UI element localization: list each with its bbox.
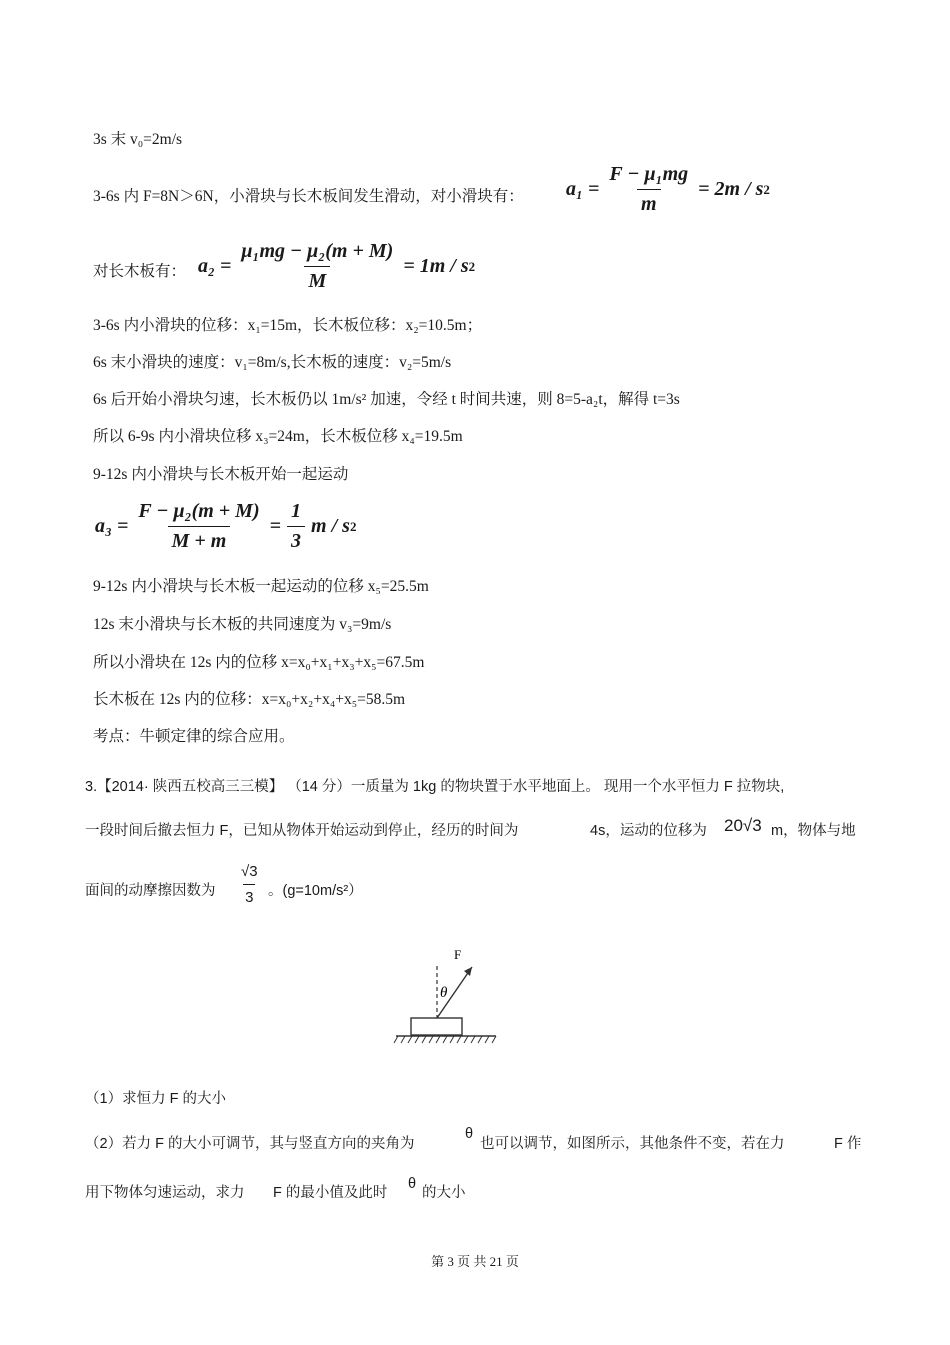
force-label: F [454, 947, 462, 962]
line-board-total: 长木板在 12s 内的位移：x=x₀+x₂+x₄+x₅=58.5m [93, 691, 406, 708]
eq-a2-rhs: = 1m / s [403, 255, 469, 277]
line-common-velocity: 12s 末小滑块与长木板的共同速度为 v₃=9m/s [93, 616, 392, 633]
block [411, 1018, 462, 1035]
line-velocity-6s: 6s 末小滑块的速度：v₁=8m/s,长木板的速度：v₂=5m/s [93, 354, 452, 371]
question-2-theta: θ [465, 1126, 474, 1142]
eq-a3-lhs: a₃ = [95, 515, 129, 537]
eq-a3-fraction [134, 500, 263, 553]
friction-numerator: √3 [241, 863, 258, 880]
eq-a3-denominator: M + m [168, 526, 231, 553]
line-displacement-3-6: 3-6s 内小滑块的位移：x₁=15m，长木板位移：x₂=10.5m； [93, 317, 483, 334]
problem-statement-3a: 面间的动摩擦因数为 [85, 883, 216, 899]
page-footer: 第 3 页 共 21 页 [431, 1254, 519, 1269]
displacement-value: 20√3 [724, 816, 762, 835]
ground-hatching [394, 1036, 496, 1043]
eq-a2-exponent: 2 [468, 258, 476, 274]
line-displacement-6-9: 所以 6-9s 内小滑块位移 x₃=24m，长木板位移 x₄=19.5m [93, 428, 463, 445]
eq-a3-denominator-2: 3 [287, 526, 305, 553]
eq-a2-denominator: M [304, 266, 330, 293]
problem-statement-2d: m，物体与地 [771, 823, 856, 839]
eq-a2-lhs: a₂ = [198, 255, 232, 277]
friction-fraction [235, 863, 270, 906]
eq-a1-lhs: a₁ = [566, 178, 600, 200]
friction-denominator: 3 [243, 884, 255, 906]
problem-statement-2a: 一段时间后撤去恒力 F，已知从物体开始运动到停止，经历的时间为 [85, 823, 519, 839]
equation-a2 [198, 240, 475, 293]
eq-a1-numerator: F − μ₁mg [609, 163, 689, 185]
eq-a3-numerator-2: 1 [291, 500, 302, 522]
eq-a1-rhs: = 2m / s [698, 178, 764, 200]
line-displacement-9-12: 9-12s 内小滑块与长木板一起运动的位移 x₅=25.5m [93, 578, 429, 595]
question-3a: 用下物体匀速运动，求力 [85, 1185, 245, 1201]
equation-a3 [95, 500, 356, 553]
eq-a2-fraction [237, 240, 397, 293]
problem-statement-1: 3.【2014· 陕西五校高三三模】 （14 分）一质量为 1kg 的物块置于水平地面上。 现用一个水平恒力 F 拉物块, [85, 779, 785, 795]
question-2a: （2）若力 F 的大小可调节，其与竖直方向的夹角为 [85, 1136, 415, 1152]
question-3-theta: θ [408, 1176, 417, 1192]
eq-a2-numerator: μ₁mg − μ₂(m + M) [241, 240, 394, 262]
problem-statement-2b: 4s，运动的位移为 [590, 823, 707, 839]
question-2b: 也可以调节，如图所示，其他条件不变，若在力 [480, 1136, 785, 1152]
eq-a3-fraction-2 [287, 500, 305, 553]
problem-displacement-value [724, 816, 762, 836]
line-board: 对长木板有： [93, 263, 187, 280]
eq-a1-exponent: 2 [763, 181, 770, 197]
question-2c: F 作 [834, 1136, 862, 1152]
force-diagram [390, 940, 510, 1055]
force-arrowhead [464, 967, 472, 976]
line-3s-velocity: 3s 末 v₀=2m/s [93, 131, 183, 148]
problem-statement-3b: 。(g=10m/s²） [268, 883, 363, 899]
line-knowledge-point: 考点：牛顿定律的综合应用。 [93, 728, 295, 745]
eq-a1-fraction [605, 163, 692, 216]
eq-a3-rhs: m / s [311, 515, 350, 537]
line-9-12-together: 9-12s 内小滑块与长木板开始一起运动 [93, 466, 349, 483]
line-3-6s-slide: 3-6s 内 F=8N＞6N，小滑块与长木板间发生滑动，对小滑块有： [93, 188, 524, 205]
angle-label: θ [440, 985, 448, 1001]
question-3b: F 的最小值及此时 [273, 1185, 388, 1201]
eq-a3-exponent: 2 [349, 518, 357, 534]
question-1: （1）求恒力 F 的大小 [85, 1091, 226, 1107]
equation-a1 [566, 163, 770, 216]
question-3c: 的大小 [422, 1185, 466, 1201]
line-after-6s: 6s 后开始小滑块匀速，长木板仍以 1m/s² 加速，令经 t 时间共速，则 8=5-a₂t，解得 t=3s [93, 391, 680, 408]
eq-a3-equals: = [269, 515, 282, 537]
friction-fraction-body [239, 863, 260, 906]
eq-a3-numerator: F − μ₂(m + M) [138, 500, 260, 522]
eq-a1-denominator: m [637, 189, 661, 216]
line-block-total: 所以小滑块在 12s 内的位移 x=x₀+x₁+x₃+x₅=67.5m [93, 654, 425, 671]
